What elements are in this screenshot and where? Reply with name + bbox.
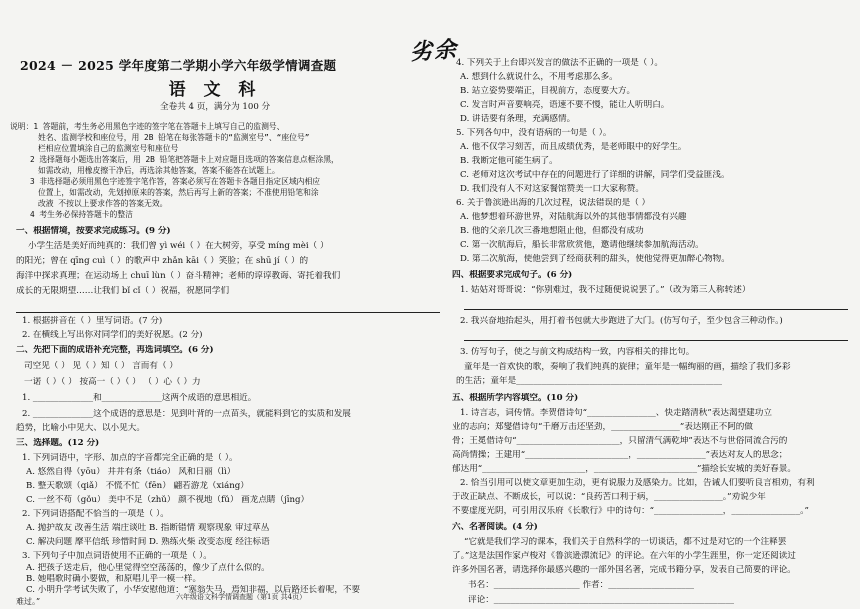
answer-line	[464, 309, 848, 310]
section-4-title: 四、根据要求完成句子。(6 分)	[452, 270, 573, 280]
option-line: B. 我断定他可能生病了。	[460, 156, 558, 166]
answer-line	[16, 312, 440, 313]
option-line: C. 小明升学考试失败了，小华安慰他道：“塞翁失马，焉知非福，以后路还长着呢，不要	[26, 585, 361, 595]
s1-line: 海洋中探求真理；在运动场上 chuī lùn（ ）奋斗精神；老师的谆谆教诲、寄托着我们	[16, 271, 341, 281]
instruction-line: 3 非选择题必须用黑色字迹签字笔作答，答案必须写在答题卡各题目指定区域内相应	[30, 177, 321, 186]
s2-question-2: 2. ______________这个成语的意思是：见到叶背的一点苗头，就能料到它的实质和发展	[22, 409, 351, 419]
s1-line: 成长的无限期望……让我们 bǐ cǐ（ ）祝福，祝愿同学们	[16, 286, 230, 296]
s1-line: 的阳光；曾在 qīng cuì（ ）的歌声中 zhǎn kāi（ ）笑脸；在 shū jí（ ）的	[16, 256, 309, 266]
s3-question-3: 3. 下列句子中加点词语使用不正确的一项是（ ）。	[22, 551, 212, 561]
s5-question-2: 2. 恰当引用可以使文章更加生动，更有说服力及感染力。比如，告诫人们要听良言相劝，有利	[460, 478, 815, 488]
idiom-row: 司空见（ ） 见（ ）知（ ） 言而有（ ）	[24, 361, 178, 371]
option-line: D. 讲话要有条理，充满感情。	[460, 114, 576, 124]
r-question-5: 5. 下列各句中，没有语病的一句是（ ）。	[456, 128, 612, 138]
s5-question-1-cont: 业的志向；郑燮借诗句“千磨万击还坚劲，________________”表达刚正不阿的做	[452, 422, 753, 432]
section-6-title: 六、名著阅读。(4 分)	[452, 522, 538, 532]
instruction-line: 如需改动，用橡皮擦干净后，再选涂其他答案，答案不能答在试题上。	[38, 166, 280, 175]
idiom-row: 一诺（ ）（ ） 按高一（ ）（ ） （ ）心（ ）力	[24, 377, 201, 387]
section-2-title: 二、先把下面的成语补充完整，再选词填空。(6 分)	[16, 345, 214, 355]
s5-question-1-cont: 骨；王冕借诗句“________________________，只留清气满乾坤”表达不与世俗同流合污的	[452, 436, 788, 446]
answer-line	[464, 340, 848, 341]
instruction-line: 2 选择题每小题选出答案后，用 2B 铅笔把答题卡上对应题目选项的答案信息点框涂黑，	[30, 155, 339, 164]
section-3-title: 三、选择题。(12 分)	[16, 438, 100, 448]
s2-question-1: 1. ______________和______________这两个成语的意思相近。	[22, 393, 257, 403]
s3-question-2: 2. 下列词语搭配不恰当的一项是（ ）。	[22, 509, 169, 519]
option-line: C. 发言时声音要响亮，语速不要不慢，能让人听明白。	[460, 100, 670, 110]
option-line: A. 他梦想着环游世界，对陆航海以外的其他事情都没有兴趣	[460, 212, 687, 222]
s3-question-1: 1. 下列词语中，字形、加点的字音都完全正确的是（ ）。	[22, 453, 238, 463]
instruction-line: 4 考生务必保持答题卡的整洁	[30, 210, 133, 219]
option-line-cont: 难过。”	[16, 597, 41, 606]
subject-title: 语 文 科	[168, 80, 262, 100]
instruction-line: 姓名、监测学校和座位号，用 2B 铅笔在每张答题卡的“监测室号”、“座位号”	[38, 133, 310, 142]
s1-line: 小学生活是美好而纯真的：我们曾 yì wéi（ ）在大树旁，享受 míng mèi（ ）	[28, 241, 329, 251]
option-line: A. 他不仅学习刻苦，而且成绩优秀，是老师眼中的好学生。	[460, 142, 687, 152]
s6-text: 许多外国名著，请选择你最感兴趣的一部外国名著，完成书籍分享，发表自己简要的评论。	[452, 565, 796, 575]
handwritten-signature: 劣余	[409, 36, 459, 66]
option-line: B. 站立姿势要端正，目视前方，态度要大方。	[460, 86, 636, 96]
s5-question-1: 1. 诗言志，词传情。李贺借诗句“________________、快走踏清秋”表达渴望建功立	[460, 408, 772, 418]
option-line: A. 抛护故友 改善生活 端庄谈吐 B. 指断错情 观察现象 审过草丛	[26, 523, 270, 533]
s6-text: “它就是我们学习的课本，我们关于自然科学的一切谈话，都不过是对它的一个注释罢	[464, 537, 787, 547]
s4-question-1: 1. 姑姑对哥哥说：“你别难过，我不过随便说说罢了。”（改为第三人称转述）	[460, 285, 751, 295]
instruction-line: 说明：1 答题前，考生务必用黑色字迹的签字笔在答题卡上填写自己的监测号、	[10, 122, 285, 131]
section-1-title: 一、根据情境，按要求完成练习。(9 分)	[16, 226, 171, 236]
option-line: C. 第一次航海后，船长非常欣赏他，邀请他继续参加航海活动。	[460, 240, 704, 250]
instruction-line: 改液 不按以上要求作答的答案无效。	[38, 199, 168, 208]
option-line: A. 想到什么就说什么，不用考虑那么多。	[460, 72, 618, 82]
option-line: C. 老师对这次考试中存在的问题进行了详细的讲解，同学们受益匪浅。	[460, 170, 730, 180]
option-line: B. 他的父亲几次三番地想阻止他，但都没有成功	[460, 226, 644, 236]
option-line: D. 我们没有人不对这家餐馆赞美一口大家称赞。	[460, 184, 644, 194]
section-5-title: 五、根据所学内容填空。(10 分)	[452, 393, 579, 403]
s1-question-2: 2. 在横线上写出你对同学们的美好祝愿。(2 分)	[22, 330, 203, 340]
s2-question-2-cont: 趋势，比喻小中见大、以小见大。	[16, 423, 145, 433]
instruction-line: 位置上，如需改动，先划掉原来的答案，然后再写上新的答案；不准使用铅笔和涂	[38, 188, 319, 197]
s5-question-1-cont: 高尚情操；王建用“________________________，________________”表达对友人的思念；	[452, 450, 788, 460]
total-score-line: 全卷共 4 页，满分为 100 分	[160, 102, 271, 112]
s5-question-1-cont: 郁达用“________________________，________________________”描绘长安城的美好春景。	[452, 464, 796, 474]
option-line: A. 悠然自得（yōu） 井井有条（tiáo） 风和日丽（lì）	[26, 467, 236, 477]
page-footer: 六年级语文科学情调查题（第1页 共4页）	[176, 593, 307, 601]
instruction-line: 栏相应位置填涂自己的监测室号和座位号	[38, 144, 179, 153]
exam-title: 2024 － 2025 学年度第二学期小学六年级学情调查题	[20, 58, 337, 73]
s4-question-3-text: 童年是一首欢快的歌，奏响了我们纯真的旋律；童年是一幅绚丽的画，描绘了我们多彩	[464, 362, 791, 372]
s4-question-3: 3. 仿写句子，使之与前文构成结构一致，内容相关的排比句。	[460, 347, 695, 357]
s5-question-2-cont: 于改正缺点、不断成长，可以说：“良药苦口利于病，________________。”劝说少年	[452, 492, 766, 502]
option-line: D. 第二次航海，使他尝到了经商获利的甜头，使他觉得更加醉心物物。	[460, 254, 730, 264]
option-line: B. 整天歌颂（qiǎ） 不慌不忙（fēn） 翩若游龙（xiáng）	[26, 481, 249, 491]
s5-question-2-cont: 不要虚度光阴，可引用汉乐府《长歌行》中的诗句：“________________，________________。”	[452, 506, 809, 516]
review-line: 评论：________________________________________________________	[468, 595, 735, 605]
r-question-6: 6. 关于鲁滨逊出海的几次过程，说法错误的是（ ）	[456, 198, 651, 208]
s1-question-1: 1. 根据拼音在（ ）里写词语。(7 分)	[22, 316, 163, 326]
r-question-4: 4. 下列关于上台即兴发言的做法不正确的一项是（ ）。	[456, 58, 664, 68]
option-line: B. 她唱歌时确小要做，和原唱儿乎一模一样。	[26, 574, 202, 584]
option-line: C. 一丝不苟（gǒu） 美中不足（zhǔ） 颜不视地（fǔ） 画龙点睛（jīng）	[26, 495, 310, 505]
s6-text: 了。”这是法国作家卢梭对《鲁滨逊漂流记》的评论。在六年的小学生涯里，你一定还阅读过	[452, 551, 796, 561]
option-line: A. 把孩子送走后，他心里觉得空空荡荡的，像少了点什么似的。	[26, 563, 270, 573]
s4-question-2: 2. 我兴奋地抬起头，用打着书包就大步跑进了大门。(仿写句子，至少包含三种动作。)	[460, 316, 783, 326]
option-line: C. 解决问题 摩平信纸 珍惜时间 D. 熟练火柴 改变态度 经注标语	[26, 537, 270, 547]
s4-question-3-text: 的生活；童年是________________________________________________	[456, 376, 723, 386]
book-author-line: 书名：____________________ 作者：____________________	[468, 580, 695, 590]
